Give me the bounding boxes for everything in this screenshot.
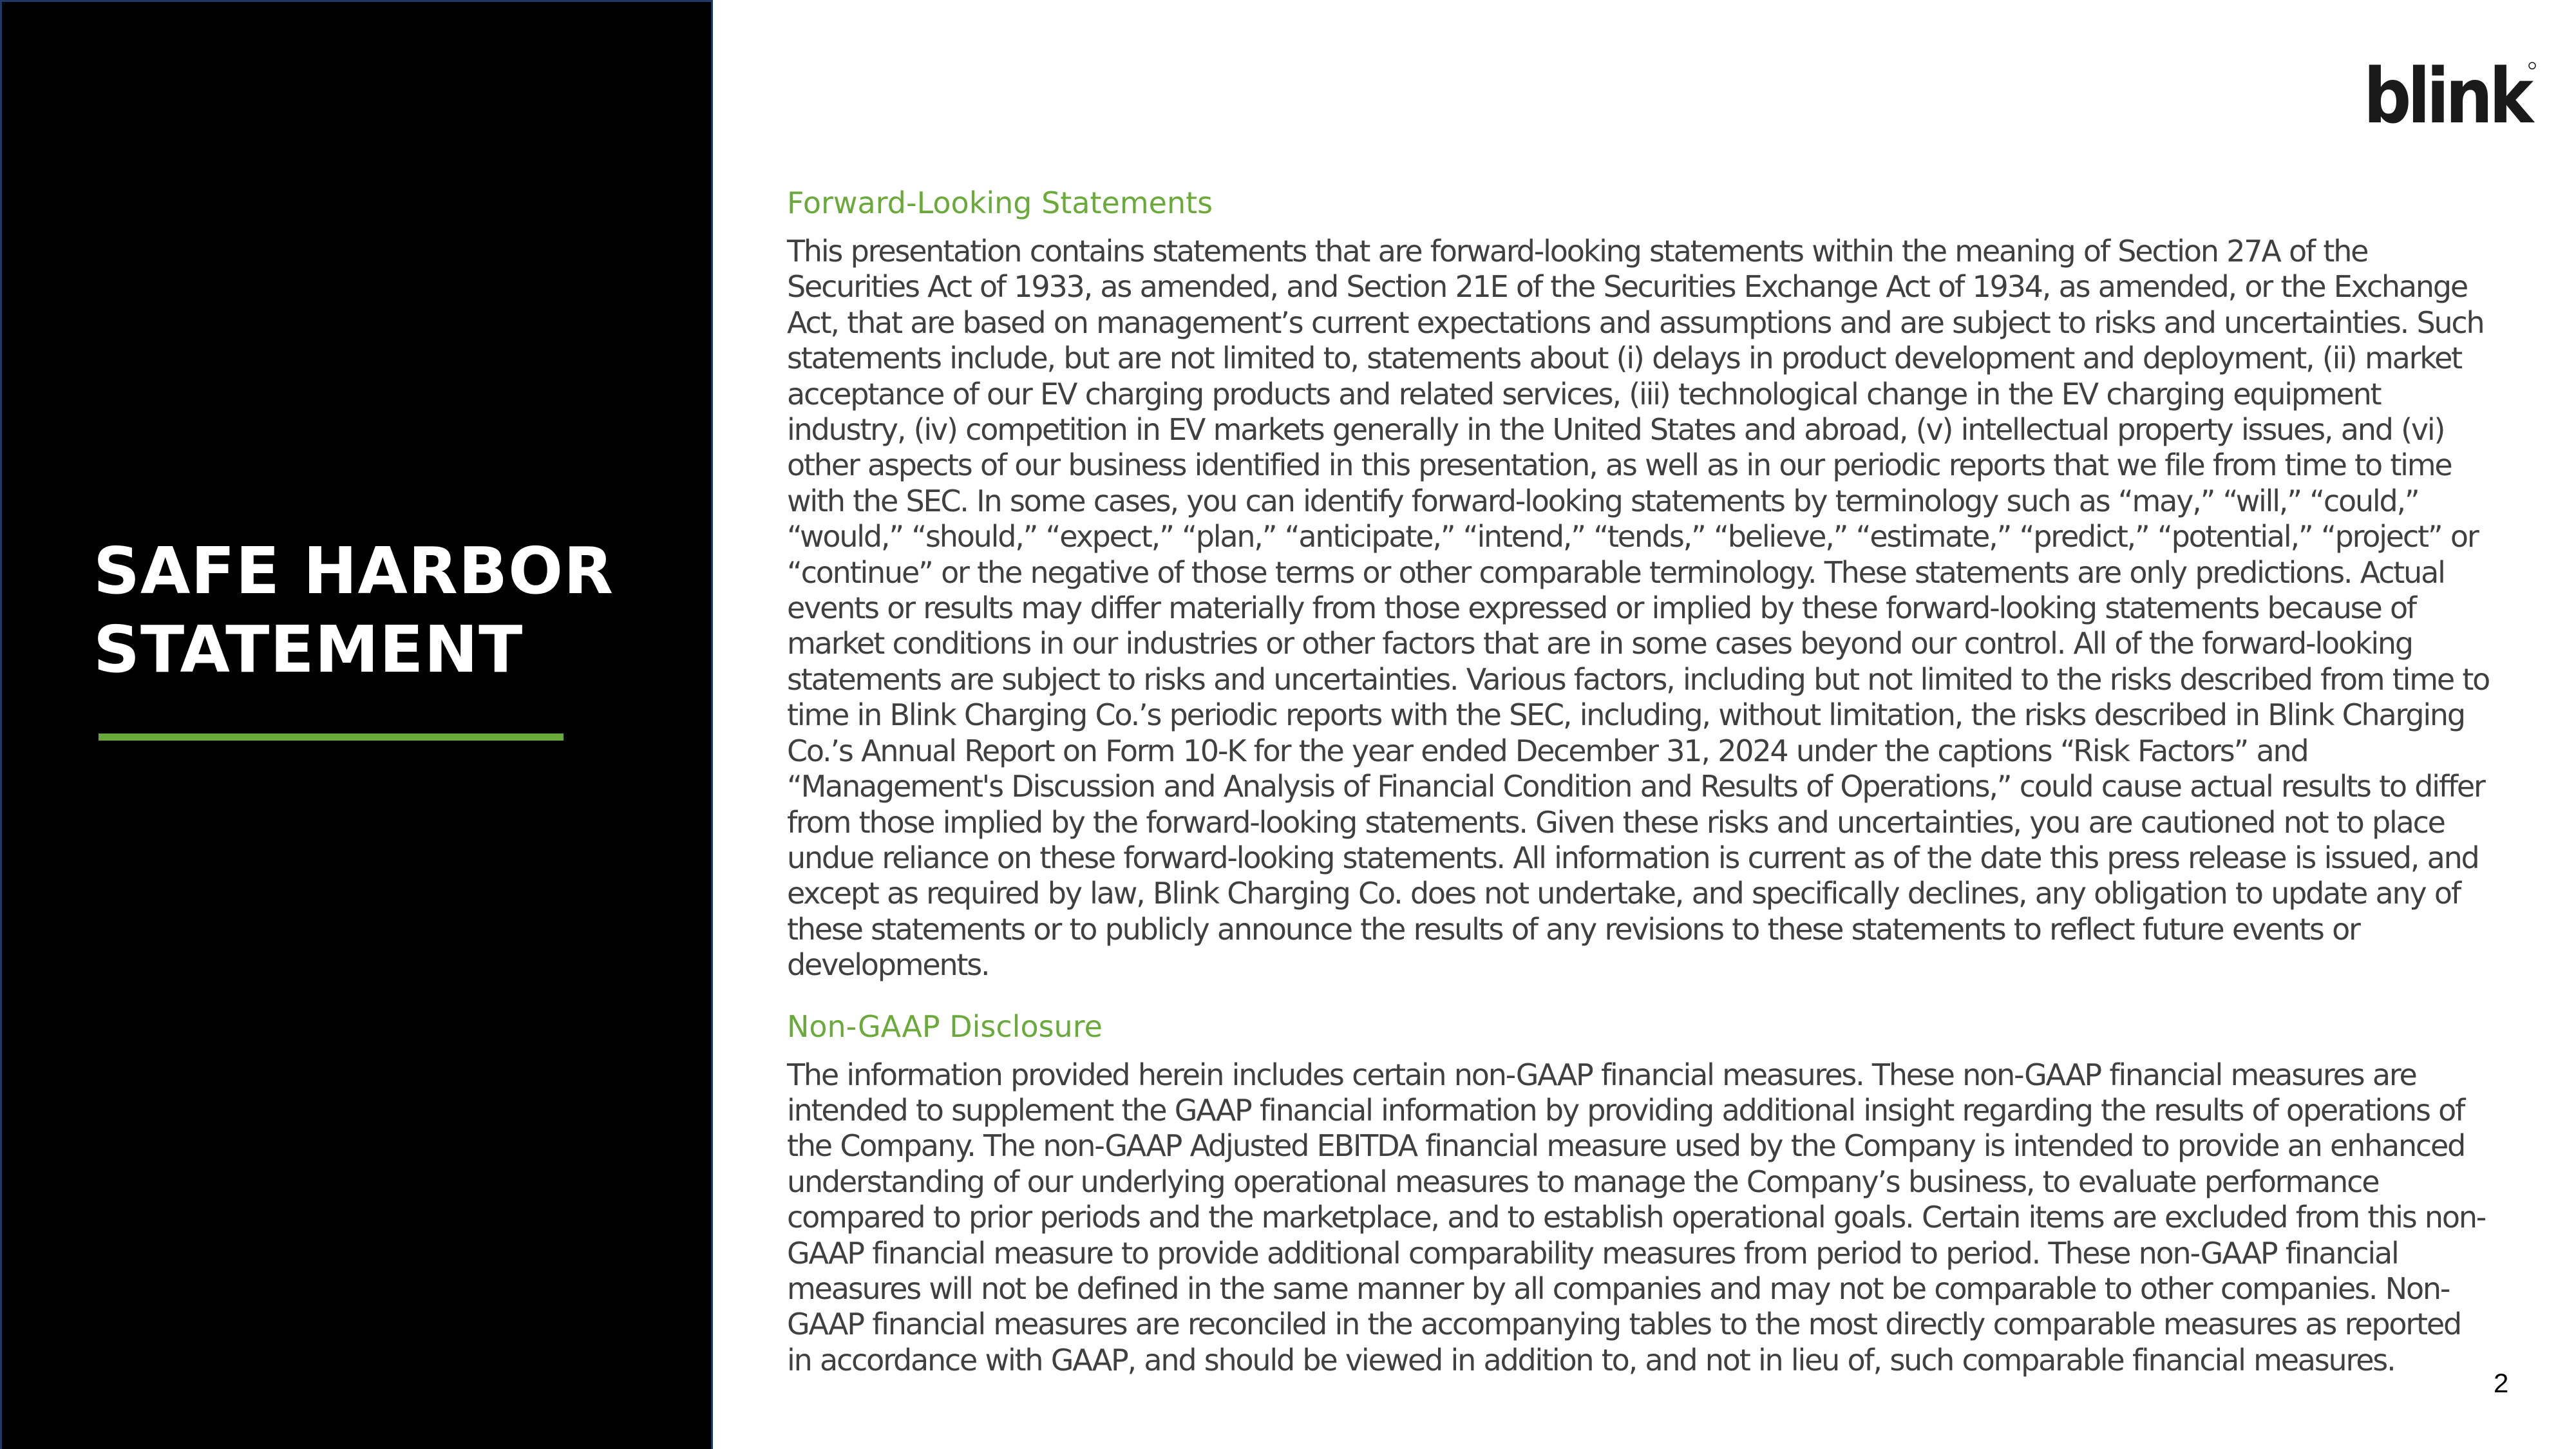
non-gaap-heading: Non-GAAP Disclosure	[787, 1009, 1103, 1044]
blink-logo-text: blink	[2363, 52, 2535, 135]
slide-title-line-2: STATEMENT	[93, 612, 524, 687]
non-gaap-body: The information provided herein includes certain non-GAAP financial measures. These non-GAAP financial measures are intended to supplement the GAAP financial information by providing additional insight regarding the results of operations of the Company. The non-GAAP Adjusted EBITDA financial measure used by the Company is intended to provide an enhanced understanding of our underlying operational measures to manage the Company’s business, to evaluate performance compared to prior periods and the marketplace, and to establish operational goals. Certain items are excluded from this non-GAAP financial measure to provide additional comparability measures from period to period. These non-GAAP financial measures will not be defined in the same manner by all companies and may not be comparable to other companies. Non-GAAP financial measures are reconciled in the accompanying tables to the most directly comparable measures as reported in accordance with GAAP, and should be viewed in addition to, and not in lieu of, such comparable financial measures.	[787, 1057, 2486, 1378]
forward-looking-body: This presentation contains statements that are forward-looking statements within the meaning of Section 27A of the Securities Act of 1933, as amended, and Section 21E of the Securities Exchange Act of 1934, as amended, or the Exchange Act, that are based on management’s current expectations and assumptions and are subject to risks and uncertainties. Such statements include, but are not limited to, statements about (i) delays in product development and deployment, (ii) market acceptance of our EV charging products and related services, (iii) technological change in the EV charging equipment industry, (iv) competition in EV markets generally in the United States and abroad, (v) intellectual property issues, and (vi) other aspects of our business identified in this presentation, as well as in our periodic reports that we file from time to time with the SEC. In some cases, you can identify forward-looking statements by terminology such as “may,” “will,” “could,” “would,” “should,” “expect,” “plan,” “anticipate,” “intend,” “tends,” “believe,” “estimate,” “predict,” “potential,” “project” or “continue” or the negative of those terms or other comparable terminology. These statements are only predictions. Actual events or results may differ materially from those expressed or implied by these forward-looking statements because of market conditions in our industries or other factors that are in some cases beyond our control. All of the forward-looking statements are subject to risks and uncertainties. Various factors, including but not limited to the risks described from time to time in Blink Charging Co.’s periodic reports with the SEC, including, without limitation, the risks described in Blink Charging Co.’s Annual Report on Form 10-K for the year ended December 31, 2024 under the captions “Risk Factors” and “Management's Discussion and Analysis of Financial Condition and Results of Operations,” could cause actual results to differ from those implied by the forward-looking statements. Given these risks and uncertainties, you are cautioned not to place undue reliance on these forward-looking statements. All information is current as of the date this press release is issued, and except as required by law, Blink Charging Co. does not undertake, and specifically declines, any obligation to update any of these statements or to publicly announce the results of any revisions to these statements to reflect future events or developments.	[787, 234, 2490, 983]
slide-title-line-1: SAFE HARBOR	[93, 533, 614, 609]
forward-looking-section	[787, 185, 2492, 983]
slide-title	[93, 532, 673, 689]
statement-content	[787, 185, 2492, 1378]
forward-looking-heading: Forward-Looking Statements	[787, 185, 1213, 220]
non-gaap-section	[787, 1009, 2492, 1379]
logo-trademark-dot	[2529, 62, 2535, 69]
title-underline	[99, 734, 564, 741]
title-panel	[0, 0, 713, 1449]
blink-logo	[2363, 52, 2537, 135]
page-number: 2	[2494, 1368, 2509, 1398]
